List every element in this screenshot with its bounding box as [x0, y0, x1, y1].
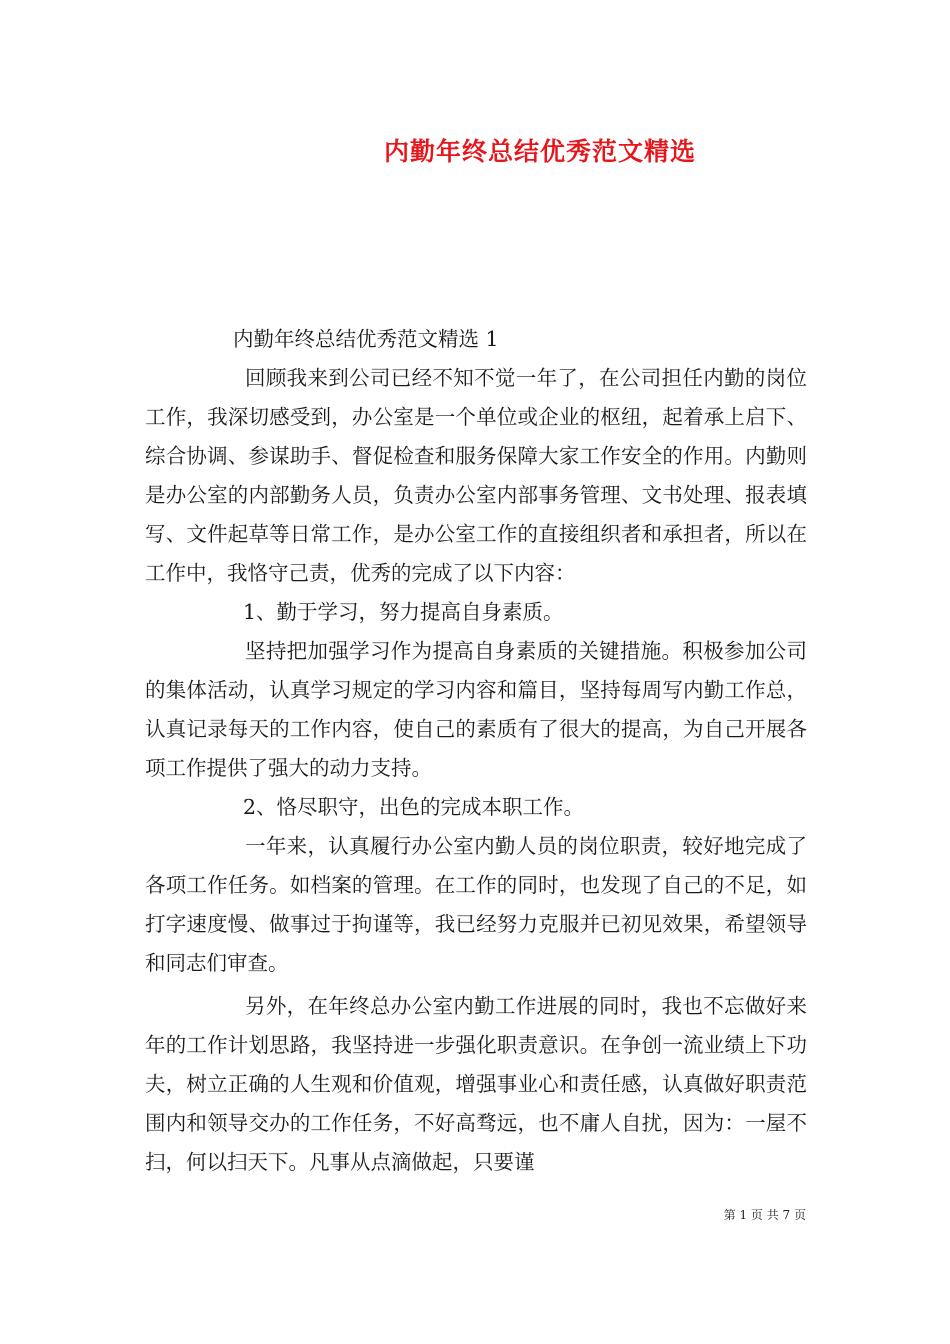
list-item-heading-2: 2、恪尽职守，出色的完成本职工作。 — [243, 795, 585, 819]
document-body — [145, 320, 807, 1182]
list-item-heading-1: 1、勤于学习，努力提高自身素质。 — [243, 600, 564, 624]
document-title: 内勤年终总结优秀范文精选 — [383, 137, 696, 166]
paragraph-study: 坚持把加强学习作为提高自身素质的关键措施。积极参加公司的集体活动，认真学习规定的学习内容和篇目，坚持每周写内勤工作总，认真记录每天的工作内容，使自己的素质有了很大的提高，为自己开展各项工作提供了强大的动力支持。 — [145, 639, 807, 780]
paragraph-intro: 回顾我来到公司已经不知不觉一年了，在公司担任内勤的岗位工作，我深切感受到，办公室是一个单位或企业的枢纽，起着承上启下、综合协调、参谋助手、督促检查和服务保障大家工作安全的作用。内勤则是办公室的内部勤务人员，负责办公室内部事务管理、文书处理、报表填写、文件起草等日常工作，是办公室工作的直接组织者和承担者，所以在工作中，我恪守己责，优秀的完成了以下内容： — [145, 366, 807, 585]
page-number-footer: 第 1 页 共 7 页 — [723, 1208, 806, 1222]
section-heading: 内勤年终总结优秀范文精选 1 — [233, 327, 499, 351]
paragraph-duties: 一年来，认真履行办公室内勤人员的岗位职责，较好地完成了各项工作任务。如档案的管理。在工作的同时，也发现了自己的不足，如打字速度慢、做事过于拘谨等，我已经努力克服并已初见效果，希望领导和同志们审查。 — [145, 834, 807, 975]
paragraph-plans: 另外，在年终总办公室内勤工作进展的同时，我也不忘做好来年的工作计划思路，我坚持进一步强化职责意识。在争创一流业绩上下功夫，树立正确的人生观和价值观，增强事业心和责任感，认真做好职责范围内和领导交办的工作任务，不好高骛远，也不庸人自扰，因为：一屋不扫，何以扫天下。凡事从点滴做起，只要谨 — [145, 994, 807, 1174]
